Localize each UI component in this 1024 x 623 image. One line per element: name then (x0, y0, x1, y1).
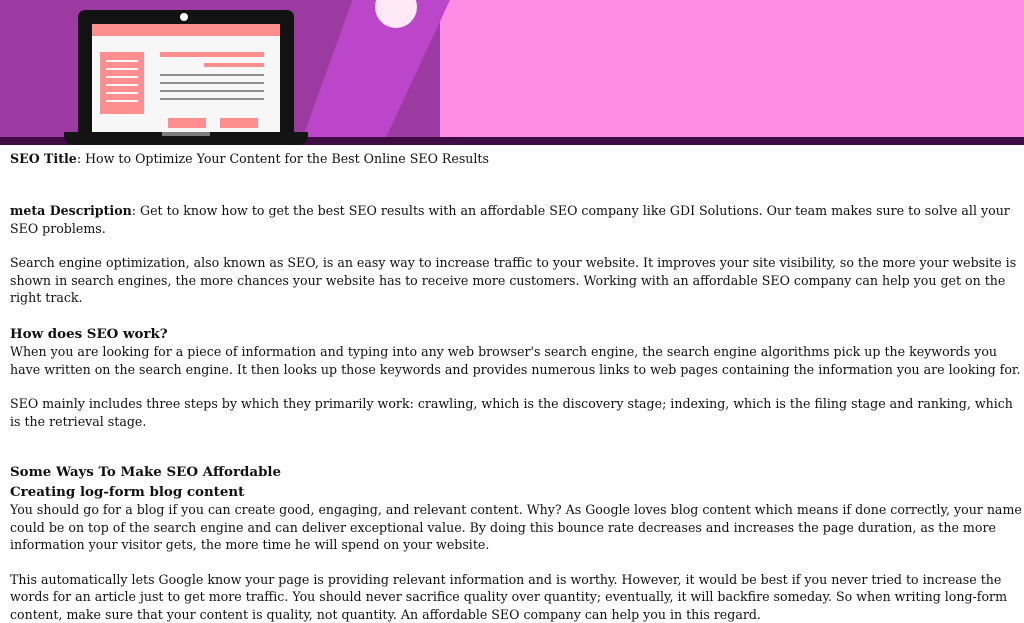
webpage-subtitle-line (204, 63, 264, 67)
webpage-button-shape (220, 118, 258, 128)
blog-content-paragraph: You should go for a blog if you can create good, engaging, and relevant content. Why? As Google loves blog content which means if done correctly, your name could be on top of the search engine and can deliver exceptional value. By doing this bounce rate decreases and increases the page duration, as the more information your visitor gets, the more time he will spend on your website. (10, 501, 1024, 554)
how-seo-works-heading: How does SEO work? (10, 326, 1024, 344)
header-banner (0, 0, 1024, 145)
webcam-icon (180, 13, 188, 21)
webpage-button-shape (168, 118, 206, 128)
seo-steps-paragraph: SEO mainly includes three steps by which they primarily work: crawling, which is the discovery stage; indexing, which is the filing stage and ranking, which is the retrieval stage. (10, 395, 1024, 430)
article-body (10, 150, 1024, 623)
webpage-header-bar (92, 24, 280, 36)
seo-title-label: SEO Title (10, 151, 77, 166)
webpage-text-line (160, 98, 264, 100)
laptop-notch (162, 132, 210, 136)
seo-title-text: : How to Optimize Your Content for the Best Online SEO Results (77, 151, 489, 166)
meta-description-label: meta Description (10, 203, 132, 218)
meta-description-line (10, 202, 1024, 237)
laptop-illustration (78, 10, 294, 136)
webpage-title-line (160, 52, 264, 57)
webpage-image-block (100, 52, 144, 114)
webpage-text-line (160, 74, 264, 76)
webpage-text-line (160, 90, 264, 92)
long-form-subheading: Creating log-form blog content (10, 484, 1024, 502)
meta-description-text: : Get to know how to get the best SEO results with an affordable SEO company like GDI Solutions. Our team makes sure to solve all your SEO problems. (10, 203, 1010, 236)
intro-paragraph: Search engine optimization, also known as SEO, is an easy way to increase traffic to your website. It improves your site visibility, so the more your website is shown in search engines, the more chances your website has to receive more customers. Working with an affordable SEO company can help you get on the right track. (10, 254, 1024, 307)
seo-title-line (10, 150, 1024, 185)
quality-paragraph: This automatically lets Google know your page is providing relevant information and is worthy. However, it would be best if you never tried to increase the words for an article just to get more traffic. You should never sacrifice quality over quantity; eventually, it will backfire someday. So when writing long-form content, make sure that your content is quality, not quantity. An affordable SEO company can help you in this regard. (10, 571, 1024, 623)
affordable-seo-heading: Some Ways To Make SEO Affordable (10, 464, 1024, 482)
how-seo-works-paragraph: When you are looking for a piece of information and typing into any web browser's search engine, the search engine algorithms pick up the keywords you have written on the search engine. It then looks up those keywords and provides numerous links to web pages containing the information you are looking for. (10, 343, 1024, 378)
webpage-text-line (160, 82, 264, 84)
laptop-display (92, 24, 280, 136)
